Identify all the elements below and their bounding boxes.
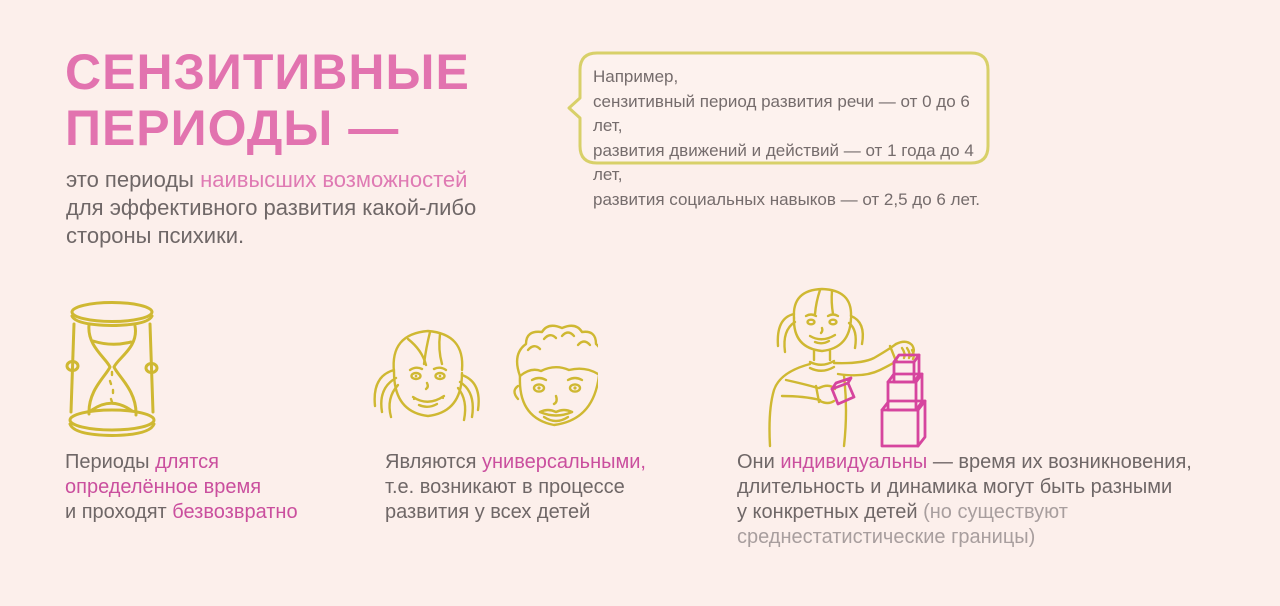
page-title-line2: ПЕРИОДЫ — [65,100,400,156]
fact-text: Периоды [65,451,156,473]
fact-highlight: универсальными, [482,451,646,473]
fact-text: длительность и динамика могут быть разными [737,476,1173,498]
subtitle-highlight: наивысших возможностей [200,167,468,192]
fact-highlight: определённое время [65,476,262,498]
fact-text: и проходят [65,501,173,523]
callout-line: развития движений и действий — от 1 года до 4 лет, [593,140,974,184]
fact-text: т.е. возникают в процессе [385,476,625,498]
callout-line: сензитивный период развития речи — от 0 до 6 лет, [593,91,970,135]
fact-text: развития у всех детей [385,501,591,523]
subtitle-text-line3: стороны психики. [66,223,245,248]
hourglass-icon [62,298,162,438]
callout-line: развития социальных навыков — от 2,5 до 6 лет. [593,189,980,209]
page-title [65,44,470,156]
fact-highlight: длятся [155,451,220,473]
fact-highlight: индивидуальны [780,451,928,473]
fact-text: Они [737,451,781,473]
fact-text: у конкретных детей [737,501,924,523]
callout-heading: Например, [593,67,679,86]
fact-text: Являются [385,451,482,473]
fact-note: (но существуют [923,501,1068,523]
fact-universal [385,450,685,525]
subtitle [66,166,476,250]
subtitle-text-line2: для эффективного развития какой-либо [66,195,477,220]
two-children-faces-icon [368,320,598,435]
callout-text [593,65,991,212]
fact-note: среднестатистические границы) [737,526,1036,548]
girl-stacking-blocks-icon [732,284,932,448]
fact-text: — время их возникновения, [927,451,1192,473]
fact-individual [737,450,1197,550]
fact-duration [65,450,345,525]
page-title-line1: СЕНЗИТИВНЫЕ [65,44,470,100]
fact-highlight: безвозвратно [172,501,298,523]
example-callout [551,50,991,209]
subtitle-text: это периоды [66,167,201,192]
